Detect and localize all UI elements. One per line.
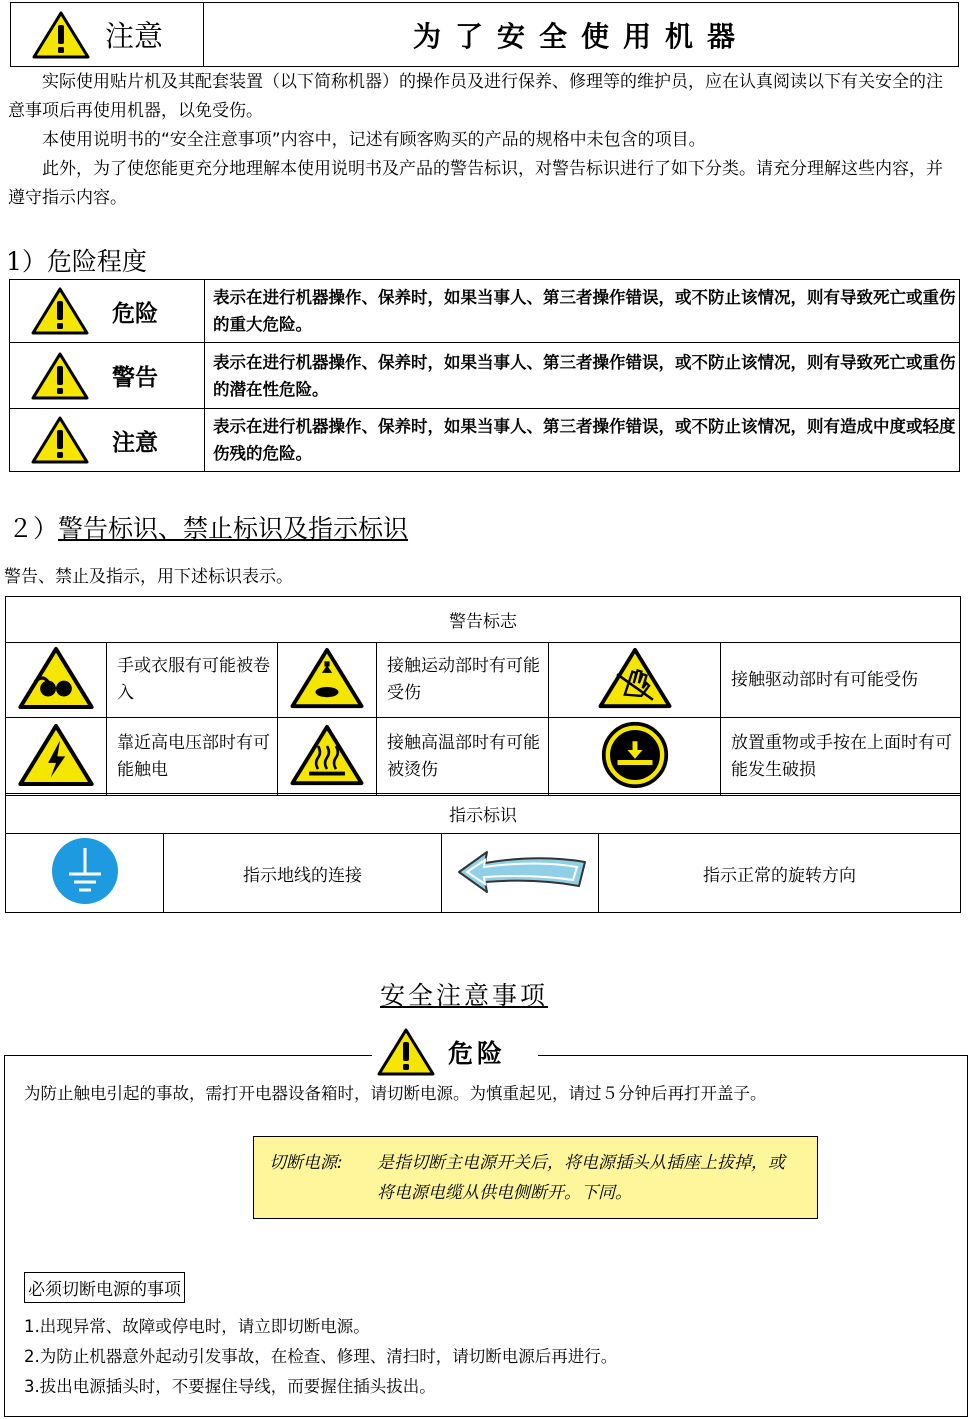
danger-statement: 为防止触电引起的事故，需打开电器设备箱时，请切断电源。为慎重起见，请过５分钟后再打开盖子。 bbox=[24, 1084, 767, 1103]
hot-surface-warning-icon bbox=[286, 723, 368, 787]
table-row bbox=[6, 834, 961, 913]
note-definition: 是指切断主电源开关后，将电源插头从插座上拔掉，或将电源电缆从供电侧断开。下同。 bbox=[377, 1153, 785, 1203]
warning-marks-table bbox=[5, 596, 961, 796]
danger-triangle-icon bbox=[30, 286, 90, 336]
high-voltage-warning-icon bbox=[13, 722, 99, 788]
safety-title: 安全注意事项 bbox=[380, 981, 549, 1010]
instruction-icon-cell bbox=[442, 834, 599, 913]
section-1-title: 1）危险程度 bbox=[6, 247, 147, 276]
table-row bbox=[6, 794, 961, 834]
table-row bbox=[10, 409, 960, 472]
section-2-intro: 警告、禁止及指示，用下述标识表示。 bbox=[4, 567, 293, 587]
hazard-level-table bbox=[9, 279, 960, 472]
header-caution-label: 注意 bbox=[105, 19, 164, 53]
instruction-icon-cell bbox=[6, 834, 164, 913]
header-caution bbox=[11, 3, 204, 66]
intro-paragraph-1: 实际使用贴片机及其配套装置（以下简称机器）的操作员及进行保养、修理等的维护员，应在认真阅读以下有关安全的注意事项后再使用机器，以免受伤。 bbox=[8, 72, 943, 121]
warning-text: 接触运动部时有可能受伤 bbox=[377, 643, 549, 718]
intro-text bbox=[8, 68, 953, 213]
warning-text: 靠近高电压部时有可能触电 bbox=[107, 718, 278, 796]
danger-triangle-icon bbox=[376, 1027, 436, 1077]
warning-text: 放置重物或手按在上面时有可能发生破损 bbox=[721, 718, 961, 796]
instruction-marks-header: 指示标识 bbox=[6, 794, 961, 834]
header-title: 为了安全使用机器 bbox=[412, 19, 749, 53]
hazard-level-symbol bbox=[10, 343, 205, 409]
hazard-level-symbol bbox=[10, 280, 205, 343]
warning-icon-cell bbox=[6, 643, 107, 718]
must-cutoff-label: 必须切断电源的事项 bbox=[24, 1272, 185, 1303]
danger-header bbox=[372, 1017, 538, 1087]
hazard-level-label: 注意 bbox=[112, 429, 158, 456]
warning-triangle-icon bbox=[30, 351, 90, 401]
intro-paragraph-3: 此外，为了使您能更充分地理解本使用说明书及产品的警告标识，对警告标识进行了如下分类。请充分理解这些内容，并遵守指示内容。 bbox=[8, 159, 943, 208]
must-cutoff-list bbox=[24, 1312, 617, 1402]
intro-paragraph-2: 本使用说明书的“安全注意事项”内容中，记述有顾客购买的产品的规格中未包含的项目。 bbox=[42, 130, 706, 150]
hazard-level-symbol bbox=[10, 409, 205, 472]
section-2-title bbox=[8, 509, 408, 545]
section-2-title-text: 警告标识、禁止标识及指示标识 bbox=[58, 514, 409, 543]
hazard-level-desc: 表示在进行机器操作、保养时，如果当事人、第三者操作错误，或不防止该情况，则有造成中度或轻度伤残的危险。 bbox=[205, 409, 960, 472]
warning-icon-cell bbox=[549, 718, 721, 796]
hazard-level-desc: 表示在进行机器操作、保养时，如果当事人、第三者操作错误，或不防止该情况，则有导致死亡或重伤的重大危险。 bbox=[205, 280, 960, 343]
hazard-level-label: 危险 bbox=[112, 300, 158, 327]
caution-triangle-icon bbox=[31, 10, 91, 60]
warning-text: 接触高温部时有可能被烫伤 bbox=[377, 718, 549, 796]
table-row bbox=[10, 343, 960, 409]
list-item: 2.为防止机器意外起动引发事故，在检查、修理、清扫时，请切断电源后再进行。 bbox=[24, 1347, 618, 1366]
hazard-level-label: 警告 bbox=[112, 365, 158, 391]
section-2-prefix: ２） bbox=[8, 514, 59, 543]
warning-marks-header: 警告标志 bbox=[6, 597, 961, 643]
warning-icon-cell bbox=[278, 718, 377, 796]
table-row bbox=[6, 597, 961, 643]
rotation-arrow-icon bbox=[449, 846, 591, 896]
warning-text: 手或衣服有可能被卷入 bbox=[107, 643, 278, 718]
header-box bbox=[10, 2, 959, 67]
table-row bbox=[6, 718, 961, 796]
no-heavy-load-icon bbox=[597, 720, 673, 790]
warning-icon-cell bbox=[6, 718, 107, 796]
list-item: 3.拔出电源插头时，不要握住导线，而要握住插头拔出。 bbox=[24, 1377, 436, 1396]
moving-parts-warning-icon bbox=[286, 646, 368, 710]
drive-parts-warning-icon bbox=[594, 646, 676, 710]
list-item: 1.出现异常、故障或停电时，请立即切断电源。 bbox=[24, 1317, 370, 1336]
danger-label: 危险 bbox=[448, 1039, 507, 1068]
instruction-text: 指示正常的旋转方向 bbox=[599, 834, 961, 913]
warning-icon-cell bbox=[278, 643, 377, 718]
note-term: 切断电源: bbox=[269, 1153, 343, 1173]
warning-text: 接触驱动部时有可能受伤 bbox=[721, 643, 961, 718]
table-row bbox=[10, 280, 960, 343]
power-cutoff-note bbox=[253, 1136, 818, 1219]
warning-icon-cell bbox=[549, 643, 721, 718]
entanglement-warning-icon bbox=[13, 645, 99, 711]
instruction-text: 指示地线的连接 bbox=[164, 834, 442, 913]
table-row bbox=[6, 643, 961, 718]
hazard-level-desc: 表示在进行机器操作、保养时，如果当事人、第三者操作错误，或不防止该情况，则有导致死亡或重伤的潜在性危险。 bbox=[205, 343, 960, 409]
instruction-marks-table bbox=[5, 793, 961, 913]
ground-connection-icon bbox=[47, 834, 123, 908]
caution-triangle-icon bbox=[30, 415, 90, 465]
